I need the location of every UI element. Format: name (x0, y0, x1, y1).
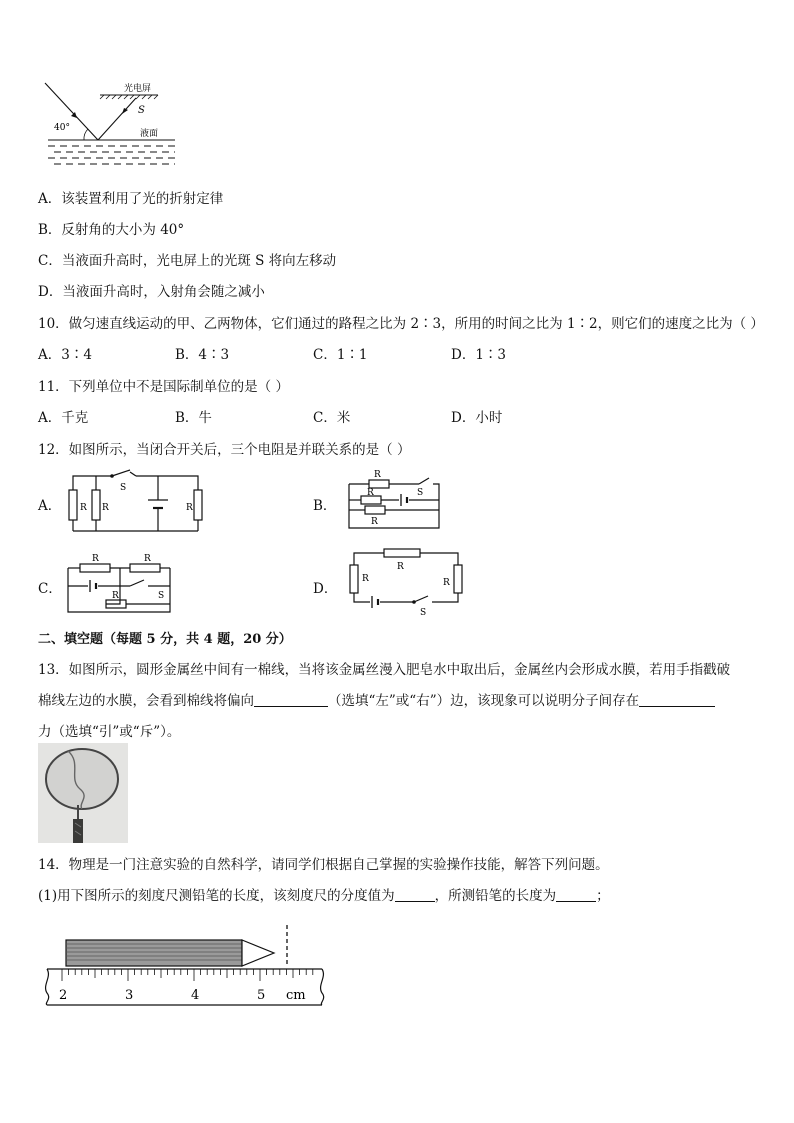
q10-option-c: C．1∶1 (313, 347, 368, 363)
circuit-b (345, 466, 445, 536)
q10-stem: 10．做匀速直线运动的甲、乙两物体，它们通过的路程之比为 2∶3，所用的时间之比为 1∶2，则它们的速度之比为（ ） (38, 316, 764, 332)
q13-text-a: 棉线左边的水膜，会看到棉线将偏向 (38, 693, 254, 709)
switch-label: S (420, 608, 427, 618)
q13-text-b: （选填“左”或“右”）边，该现象可以说明分子间存在 (328, 693, 640, 709)
ruler-number-5: 5 (257, 988, 266, 1003)
q14-sub1-text-a: (1)用下图所示的刻度尺测铅笔的长度，该刻度尺的分度值为 (38, 888, 395, 904)
liquid-label: 液面 (140, 129, 159, 139)
circuit-c (66, 550, 176, 615)
angle-label: 40° (54, 123, 70, 133)
resistor-label: R (144, 554, 151, 564)
q12-label-c: C． (38, 581, 62, 597)
switch-label: S (417, 488, 424, 498)
switch-label: S (120, 483, 127, 493)
q9-option-d: D．当液面升高时，入射角会随之减小 (38, 284, 265, 300)
resistor-label: R (362, 574, 369, 584)
q11-option-c: C．米 (313, 410, 351, 426)
q9-option-b: B．反射角的大小为 40° (38, 222, 185, 238)
section-heading: 二、填空题（每题 5 分，共 4 题，20 分） (38, 632, 292, 647)
q12-label-a: A． (38, 498, 62, 514)
q11-option-b: B．牛 (175, 410, 212, 426)
q14-sub1 (38, 884, 610, 904)
ruler-number-3: 3 (125, 988, 134, 1003)
q10-option-b: B．4∶3 (175, 347, 230, 363)
reflection-figure (40, 78, 180, 178)
ruler-unit: cm (286, 988, 306, 1003)
q11-option-a: A．千克 (38, 410, 89, 426)
resistor-label: R (80, 503, 87, 513)
q13-line1: 13．如图所示，圆形金属丝中间有一棉线，当将该金属丝漫入肥皂水中取出后，金属丝内会形成水膜，若用手指戳破 (38, 662, 731, 678)
q12-label-b: B． (313, 498, 337, 514)
q12-stem: 12．如图所示，当闭合开关后，三个电阻是并联关系的是（ ） (38, 442, 411, 458)
q14-sub1-text-c: ； (596, 888, 610, 904)
resistor-label: R (374, 470, 381, 480)
wire-loop-photo (38, 743, 128, 843)
q9-option-a: A．该装置利用了光的折射定律 (38, 191, 224, 207)
resistor-label: R (367, 488, 374, 498)
resistor-label: R (102, 503, 109, 513)
q14-stem: 14．物理是一门注意实验的自然科学，请同学们根据自己掌握的实验操作技能，解答下列问题。 (38, 857, 609, 873)
point-s-label: S (138, 105, 145, 116)
q13-blank-2[interactable] (639, 692, 715, 707)
circuit-a (68, 470, 208, 535)
circuit-d (348, 545, 463, 617)
q13-line2 (38, 689, 715, 709)
ruler-number-4: 4 (191, 988, 200, 1003)
q13-blank-1[interactable] (254, 692, 328, 707)
ruler-number-2: 2 (59, 988, 68, 1003)
q9-option-c: C．当液面升高时，光电屏上的光斑 S 将向左移动 (38, 253, 337, 269)
q14-blank-2[interactable] (556, 887, 596, 902)
q11-option-d: D．小时 (451, 410, 503, 426)
q12-label-d: D． (313, 581, 338, 597)
resistor-label: R (112, 591, 119, 601)
resistor-label: R (371, 517, 378, 527)
q14-sub1-text-b: ，所测铅笔的长度为 (434, 888, 557, 904)
q13-line3: 力（选填“引”或“斥”）。 (38, 724, 181, 740)
q14-blank-1[interactable] (395, 887, 435, 902)
resistor-label: R (443, 578, 450, 588)
resistor-label: R (186, 503, 193, 513)
switch-label: S (158, 591, 165, 601)
q10-option-d: D．1∶3 (451, 347, 507, 363)
screen-label: 光电屏 (124, 84, 152, 94)
resistor-label: R (397, 562, 404, 572)
q11-stem: 11．下列单位中不是国际制单位的是（ ） (38, 379, 289, 395)
resistor-label: R (92, 554, 99, 564)
q10-option-a: A．3∶4 (38, 347, 92, 363)
ruler-pencil-figure (44, 925, 329, 1010)
